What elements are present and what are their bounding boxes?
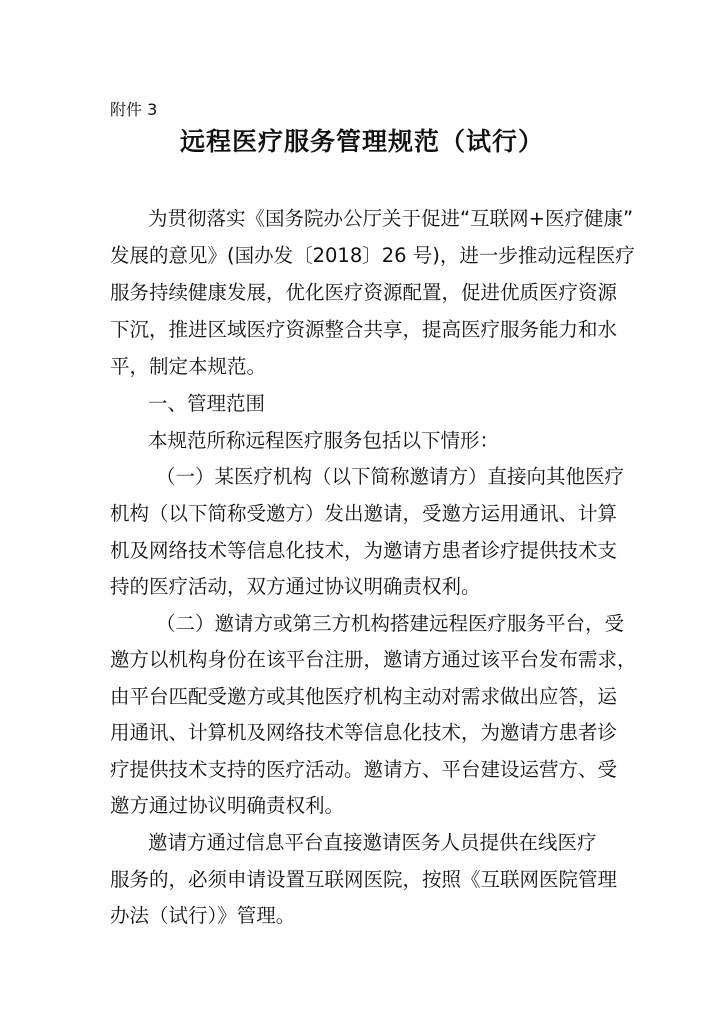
list-item-line: 用通讯、计算机及网络技术等信息化技术，为邀请方患者诊 bbox=[110, 721, 618, 744]
document-title: 远程医疗服务管理规范（试行） bbox=[179, 127, 544, 156]
list-item-line: 机及网络技术等信息化技术，为邀请方患者诊疗提供技术支 bbox=[110, 539, 618, 562]
list-item-line: 持的医疗活动，双方通过协议明确责权利。 bbox=[110, 575, 481, 598]
list-item-line: 由平台匹配受邀方或其他医疗机构主动对需求做出应答，运 bbox=[110, 685, 618, 708]
section-heading: 一、管理范围 bbox=[148, 392, 266, 415]
list-item-line: 疗提供技术支持的医疗活动。邀请方、平台建设运营方、受 bbox=[110, 758, 618, 781]
list-item-line: 邀方以机构身份在该平台注册，邀请方通过该平台发布需求， bbox=[110, 648, 637, 671]
attachment-label: 附件 3 bbox=[110, 100, 158, 119]
paragraph-line: 发展的意见》(国办发〔2018〕26 号)，进一步推动远程医疗 bbox=[110, 244, 635, 267]
paragraph-line: 平，制定本规范。 bbox=[110, 355, 267, 378]
paragraph-line: 服务的，必须申请设置互联网医院，按照《互联网医院管理 bbox=[110, 868, 618, 891]
list-item-line: （二）邀请方或第三方机构搭建远程医疗服务平台，受 bbox=[156, 612, 625, 635]
paragraph-line: 为贯彻落实《国务院办公厅关于促进“互联网+医疗健康” bbox=[148, 207, 634, 230]
list-item-line: （一）某医疗机构（以下简称邀请方）直接向其他医疗 bbox=[156, 465, 625, 488]
list-item-line: 机构（以下简称受邀方）发出邀请，受邀方运用通讯、计算 bbox=[110, 502, 618, 525]
paragraph-line: 办法（试行）》管理。 bbox=[110, 904, 296, 927]
paragraph-line: 邀请方通过信息平台直接邀请医务人员提供在线医疗 bbox=[148, 831, 597, 854]
paragraph-line: 下沉，推进区域医疗资源整合共享，提高医疗服务能力和水 bbox=[110, 318, 618, 341]
paragraph-line: 服务持续健康发展，优化医疗资源配置，促进优质医疗资源 bbox=[110, 281, 618, 304]
list-item-line: 邀方通过协议明确责权利。 bbox=[110, 794, 345, 817]
paragraph-line: 本规范所称远程医疗服务包括以下情形： bbox=[148, 429, 500, 452]
